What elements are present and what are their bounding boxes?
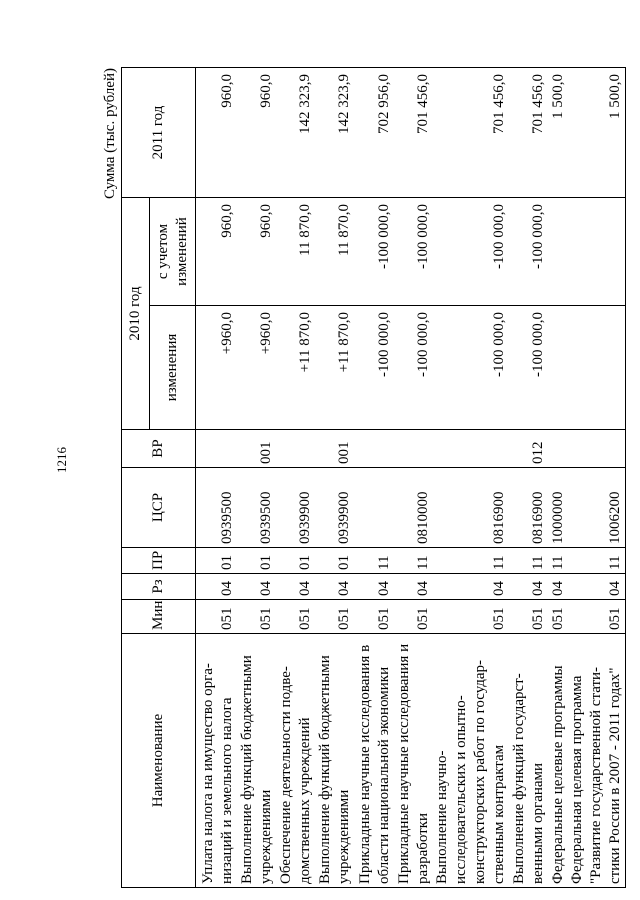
cell-vr: 012 (509, 430, 548, 468)
cell-csr: 0816900 (433, 468, 509, 548)
cell-2011: 1 500,0 (548, 67, 568, 197)
table-row (568, 67, 626, 887)
cell-pr: 11 (354, 548, 394, 574)
cell-csr: 0939500 (196, 468, 237, 548)
cell-changes (548, 306, 568, 430)
cell-name: Обеспечение деятельности подве-домственных учреждений (276, 634, 315, 888)
cell-min: 051 (354, 600, 394, 634)
cell-with-changes (568, 197, 626, 305)
cell-min: 051 (548, 600, 568, 634)
cell-vr (433, 430, 509, 468)
cell-csr: 0816900 (509, 468, 548, 548)
cell-vr (394, 430, 433, 468)
cell-rz: 04 (568, 574, 626, 600)
header-min: Мин (122, 600, 196, 634)
cell-min: 051 (276, 600, 315, 634)
cell-name: Выполнение функций бюджетными учреждениями (315, 634, 354, 888)
cell-2011: 142 323,9 (276, 67, 315, 197)
cell-with-changes: 960,0 (237, 197, 276, 305)
cell-rz: 04 (433, 574, 509, 600)
header-rz: Рз (122, 574, 196, 600)
cell-csr: 1006200 (568, 468, 626, 548)
page-number: 1216 (54, 447, 69, 473)
cell-vr (548, 430, 568, 468)
cell-name: Выполнение научно-исследовательских и опытно-конструкторских работ по государ-ственным контрактам (433, 634, 509, 888)
cell-name: Выполнение функций бюджетными учреждениями (237, 634, 276, 888)
header-changes: изменения (150, 306, 196, 430)
cell-rz: 04 (196, 574, 237, 600)
header-year-2010: 2010 год (122, 197, 150, 429)
cell-pr: 11 (568, 548, 626, 574)
cell-min: 051 (568, 600, 626, 634)
cell-with-changes (548, 197, 568, 305)
table-row (315, 67, 354, 887)
cell-2011: 702 956,0 (354, 67, 394, 197)
table-body (196, 67, 626, 887)
header-csr: ЦСР (122, 468, 196, 548)
cell-pr: 01 (196, 548, 237, 574)
cell-pr: 11 (394, 548, 433, 574)
cell-with-changes: 11 870,0 (315, 197, 354, 305)
cell-with-changes: -100 000,0 (394, 197, 433, 305)
cell-min: 051 (237, 600, 276, 634)
cell-name: Выполнение функций государст-венными органами (509, 634, 548, 888)
cell-rz: 04 (394, 574, 433, 600)
rotated-page (99, 68, 623, 888)
cell-min: 051 (394, 600, 433, 634)
cell-pr: 11 (433, 548, 509, 574)
cell-vr: 001 (315, 430, 354, 468)
cell-with-changes: -100 000,0 (433, 197, 509, 305)
cell-changes: +960,0 (196, 306, 237, 430)
table-row (354, 67, 394, 887)
table-row (433, 67, 509, 887)
header-year-2011: 2011 год (122, 67, 196, 197)
cell-changes: +11 870,0 (276, 306, 315, 430)
cell-2011: 960,0 (237, 67, 276, 197)
cell-name: Федеральные целевые программы (548, 634, 568, 888)
cell-min: 051 (433, 600, 509, 634)
header-pr: ПР (122, 548, 196, 574)
cell-pr: 11 (509, 548, 548, 574)
cell-min: 051 (315, 600, 354, 634)
cell-changes: -100 000,0 (394, 306, 433, 430)
table-row (237, 67, 276, 887)
header-vr: ВР (122, 430, 196, 468)
cell-rz: 04 (315, 574, 354, 600)
cell-pr: 01 (237, 548, 276, 574)
cell-rz: 04 (509, 574, 548, 600)
cell-vr (568, 430, 626, 468)
cell-2011: 701 456,0 (433, 67, 509, 197)
cell-csr (354, 468, 394, 548)
cell-with-changes: -100 000,0 (509, 197, 548, 305)
cell-name: Федеральная целевая программа "Развитие государственной стати-стики России в 2007 - 2011 годах" (568, 634, 626, 888)
cell-vr: 001 (237, 430, 276, 468)
cell-with-changes: -100 000,0 (354, 197, 394, 305)
header-with-changes: с учетом изменений (150, 197, 196, 305)
cell-csr: 0939900 (276, 468, 315, 548)
table-row (276, 67, 315, 887)
cell-rz: 04 (276, 574, 315, 600)
cell-csr: 1000000 (548, 468, 568, 548)
cell-changes: -100 000,0 (509, 306, 548, 430)
cell-2011: 960,0 (196, 67, 237, 197)
cell-name: Прикладные научные исследования в области национальной экономики (354, 634, 394, 888)
header-name: Наименование (122, 634, 196, 888)
cell-2011: 701 456,0 (394, 67, 433, 197)
cell-with-changes: 960,0 (196, 197, 237, 305)
cell-vr (354, 430, 394, 468)
cell-vr (196, 430, 237, 468)
cell-2011: 142 323,9 (315, 67, 354, 197)
table-row (196, 67, 237, 887)
cell-pr: 01 (315, 548, 354, 574)
cell-min: 051 (509, 600, 548, 634)
budget-table (121, 67, 626, 888)
cell-vr (276, 430, 315, 468)
cell-changes: +960,0 (237, 306, 276, 430)
cell-with-changes: 11 870,0 (276, 197, 315, 305)
cell-pr: 11 (548, 548, 568, 574)
cell-rz: 04 (548, 574, 568, 600)
sum-caption: Сумма (тыс. рублей) (102, 68, 118, 200)
cell-min: 051 (196, 600, 237, 634)
cell-changes: +11 870,0 (315, 306, 354, 430)
cell-rz: 04 (237, 574, 276, 600)
table-row (548, 67, 568, 887)
cell-2011: 1 500,0 (568, 67, 626, 197)
cell-csr: 0939500 (237, 468, 276, 548)
table-row (509, 67, 548, 887)
cell-csr: 0810000 (394, 468, 433, 548)
cell-changes (568, 306, 626, 430)
cell-name: Уплата налога на имущество орга-низаций и земельного налога (196, 634, 237, 888)
cell-changes: -100 000,0 (354, 306, 394, 430)
cell-rz: 04 (354, 574, 394, 600)
cell-2011: 701 456,0 (509, 67, 548, 197)
cell-pr: 01 (276, 548, 315, 574)
cell-name: Прикладные научные исследования и разработки (394, 634, 433, 888)
cell-changes: -100 000,0 (433, 306, 509, 430)
table-row (394, 67, 433, 887)
cell-csr: 0939900 (315, 468, 354, 548)
